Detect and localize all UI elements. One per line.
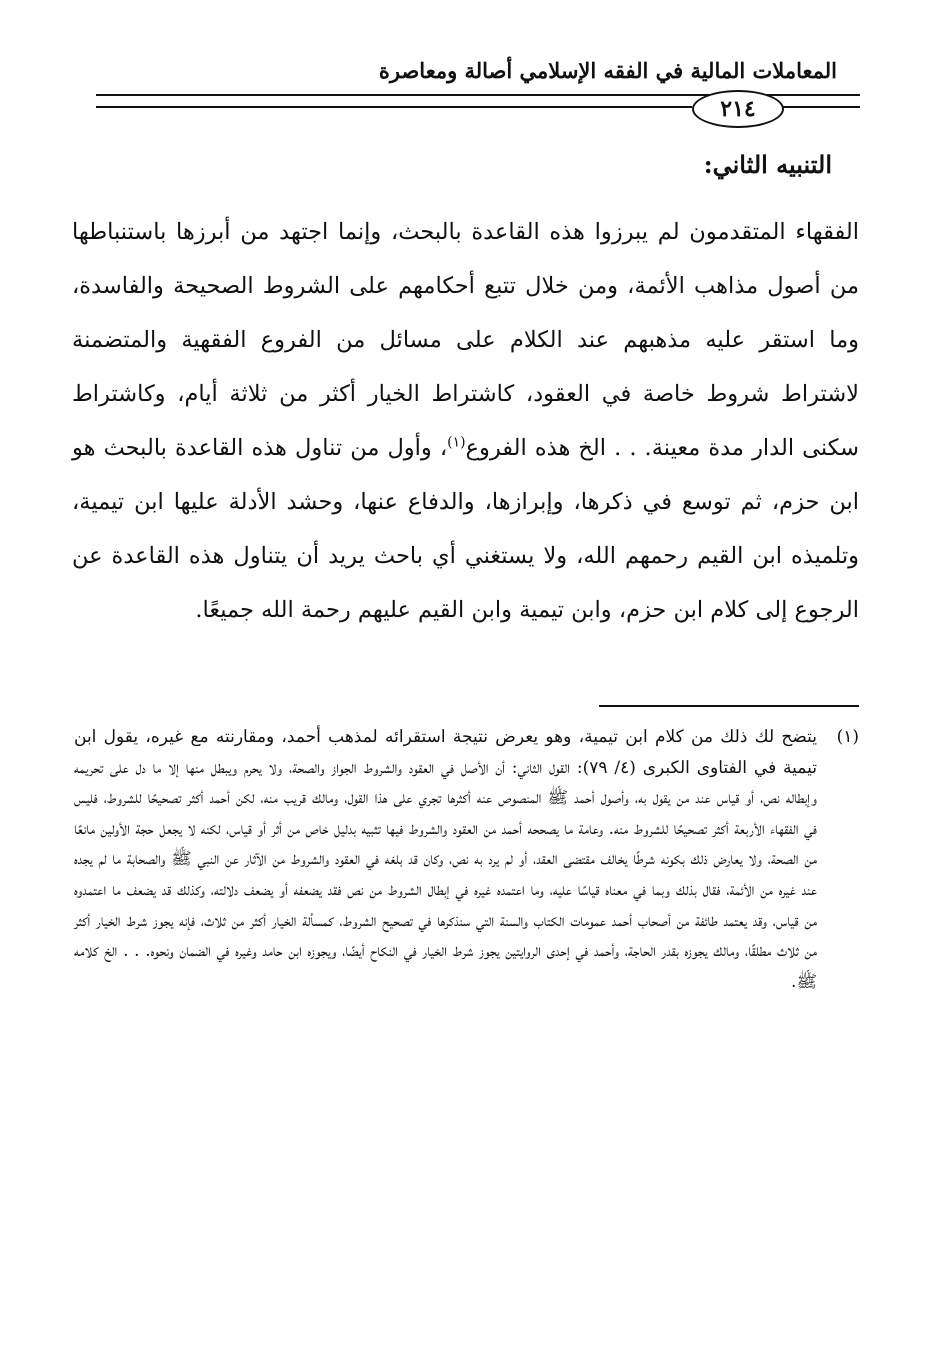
footnote — [74, 722, 859, 997]
body-text-part-2: ، وأول من تناول هذه القاعدة بالبحث هو ابن حزم، ثم توسع في ذكرها، وإبرازها، والدفاع عنها، وحشد الأدلة عليها ابن تيمية، وتلميذه ابن القيم رحمهم الله، ولا يستغني أي باحث يريد أن يتناول هذه القاعدة عن الرجوع إلى كلام ابن حزم، وابن تيمية وابن القيم عليهم رحمة الله جميعًا. — [72, 435, 859, 623]
header-rule-lower-right — [780, 106, 860, 108]
footnote-marker: (١) — [836, 727, 859, 747]
body-text-part-1: الفقهاء المتقدمون لم يبرزوا هذه القاعدة بالبحث، وإنما اجتهد من أبرزها باستنباطها من أصول مذاهب الأئمة، ومن خلال تتبع أحكامهم على الشروط الصحيحة والفاسدة، وما استقر عليه مذهبهم عند الكلام على مسائل من الفروع الفقهية والمتضمنة لاشتراط شروط خاصة في العقود، كاشتراط الخيار أكثر من ثلاثة أيام، وكاشتراط سكنى الدار مدة معينة. . . الخ هذه الفروع — [72, 219, 859, 461]
footnote-separator — [599, 705, 859, 707]
section-heading: التنبيه الثاني: — [703, 150, 832, 179]
footnote-text: يتضح لك ذلك من كلام ابن تيمية، وهو يعرض نتيجة استقرائه لمذهب أحمد، ومقارنته مع غيره، يقول ابن تيمية في الفتاوى الكبرى (٤/ ٧٩): القول الثاني: أن الأصل في العقود والشروط الجواز والصحة، ولا يحرم ويبطل منها إلا ما دل على تحريمه وإبطاله نص، أو قياس عند من يقول به، وأصول أحمد ﷺ المنصوص عنه أكثرها تجري على هذا القول، ومالك قريب منه، لكن أحمد أكثر تصحيحًا للشروط، فليس في الفقهاء الأربعة أكثر تصحيحًا للشروط منه. وعامة ما يصححه أحمد من العقود والشروط فيها تثبيه بدليل خاص من أثر أو قياس، لكنه لا يجعل حجة الأولين مانعًا من الصحة، ولا يعارض ذلك بكونه شرطًا يخالف مقتضى العقد، أو لم يرد به نص، وكان قد بلغه في العقود والشروط من الآثار عن النبي ﷺ والصحابة ما لم يجده عند غيره من الأئمة، فقال بذلك وبما في معناه قياسًا عليه، وما اعتمده غيره في إبطال الشروط من نص فقد يضعفه أو يضعف دلالته، وكذلك قد يضعف ما اعتمدوه من قياس، وقد يعتمد طائفة من أصحاب أحمد عمومات الكتاب والسنة التي سنذكرها في تصحيح الشروط، كمسألة الخيار أكثر من ثلاث، فإنه يجوز شرط الخيار أكثر من ثلاث مطلقًا، ومالك يجوزه بقدر الحاجة، وأحمد في إحدى الروايتين يجوز شرط الخيار في النكاح أيضًا، ويجوزه ابن حامد وغيره في الضمان ونحوه. . . الخ كلامه ﷺ. — [74, 727, 817, 992]
header-rule-lower — [96, 106, 692, 108]
page-number: ٢١٤ — [692, 90, 784, 128]
running-title: المعاملات المالية في الفقه الإسلامي أصالة ومعاصرة — [378, 58, 837, 83]
footnote-reference[interactable]: (١) — [447, 434, 466, 451]
body-paragraph — [72, 205, 859, 637]
